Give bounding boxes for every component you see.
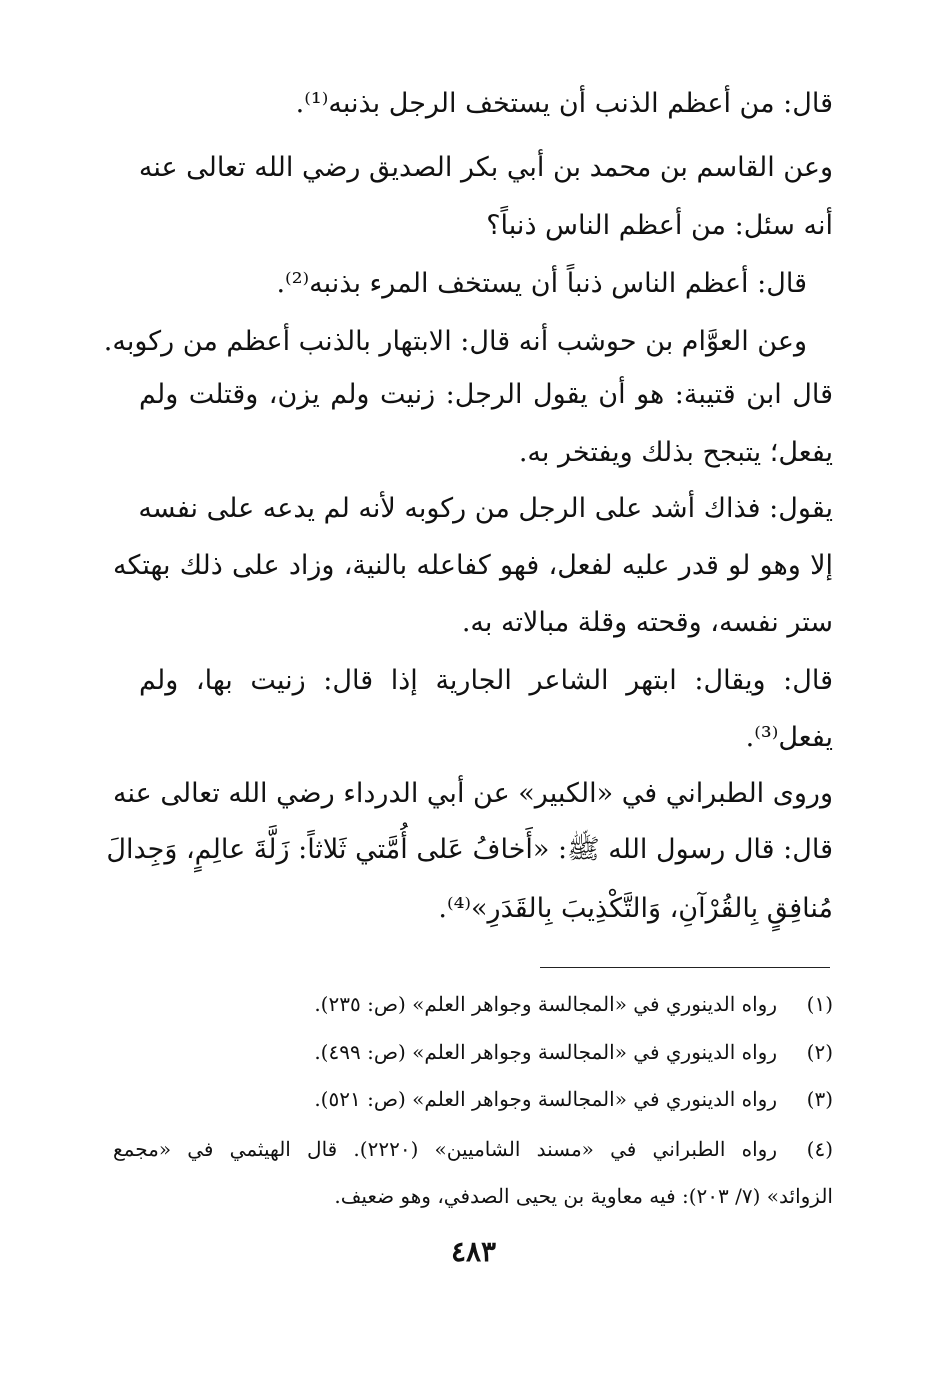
body-line-14: قال: قال رسول الله ﷺ: «أَخافُ عَلى أُمَّتي ثَلاثاً: زَلَّةَ عالِمٍ، وَجِدالَ [106,834,833,865]
footnote-4-continued [113,1180,833,1212]
footnote-text: رواه الطبراني في «مسند الشاميين» (٢٢٢٠). قال الهيثمي في «مجمع [113,1137,777,1161]
body-line-6: قال ابن قتيبة: هو أن يقول الرجل: زنيت ولم يزن، وقتلت ولم [139,379,833,410]
footnote-3 [113,1083,833,1115]
footnote-text: رواه الدينوري في «المجالسة وجواهر العلم» (ص: ٤٩٩). [314,1040,777,1064]
body-line-11: قال: ويقال: ابتهر الشاعر الجارية إذا قال: زنيت بها، ولم [139,665,833,696]
body-line-5: وعن العوَّام بن حوشب أنه قال: الابتهار بالذنب أعظم من ركوبه. [103,326,807,357]
footnote-text: رواه الدينوري في «المجالسة وجواهر العلم» (ص: ٥٢١). [314,1087,777,1111]
body-line-7: يفعل؛ يتبجح بذلك ويفتخر به. [518,437,833,468]
footnote-number: (٢) [806,1040,833,1064]
footnote-separator [540,967,830,968]
body-line-12: يفعل⁽³⁾. [745,722,833,753]
body-line-9: إلا وهو لو قدر عليه لفعل، فهو كفاعله بالنية، وزاد على ذلك بهتكه [113,550,833,581]
body-line-1: قال: من أعظم الذنب أن يستخف الرجل بذنبه⁽¹⁾. [295,88,833,119]
footnote-number: (٤) [806,1137,833,1161]
body-line-4: قال: أعظم الناس ذنباً أن يستخف المرء بذنبه⁽²⁾. [276,268,807,299]
footnote-number: (١) [806,992,833,1016]
body-line-10: ستر نفسه، وقحته وقلة مبالاته به. [461,607,833,638]
footnote-text: رواه الدينوري في «المجالسة وجواهر العلم» (ص: ٢٣٥). [314,992,777,1016]
footnote-number: (٣) [806,1087,833,1111]
page-number: ٤٨٣ [450,1235,497,1268]
body-line-13: وروى الطبراني في «الكبير» عن أبي الدرداء رضي الله تعالى عنه [113,778,833,809]
body-line-15: مُنافِقٍ بِالقُرْآنِ، وَالتَّكْذِيبَ بِالقَدَرِ»⁽⁴⁾. [438,893,833,924]
footnote-4 [113,1133,833,1165]
footnote-text: الزوائد» (٧/ ٢٠٣): فيه معاوية بن يحيى الصدفي، وهو ضعيف. [334,1184,833,1208]
body-line-2: وعن القاسم بن محمد بن أبي بكر الصديق رضي الله تعالى عنه [138,152,833,183]
body-line-8: يقول: فذاك أشد على الرجل من ركوبه لأنه لم يدعه على نفسه [138,493,833,524]
body-line-3: أنه سئل: من أعظم الناس ذنباً؟ [486,210,833,241]
footnote-1 [113,988,833,1020]
footnote-2 [113,1036,833,1068]
